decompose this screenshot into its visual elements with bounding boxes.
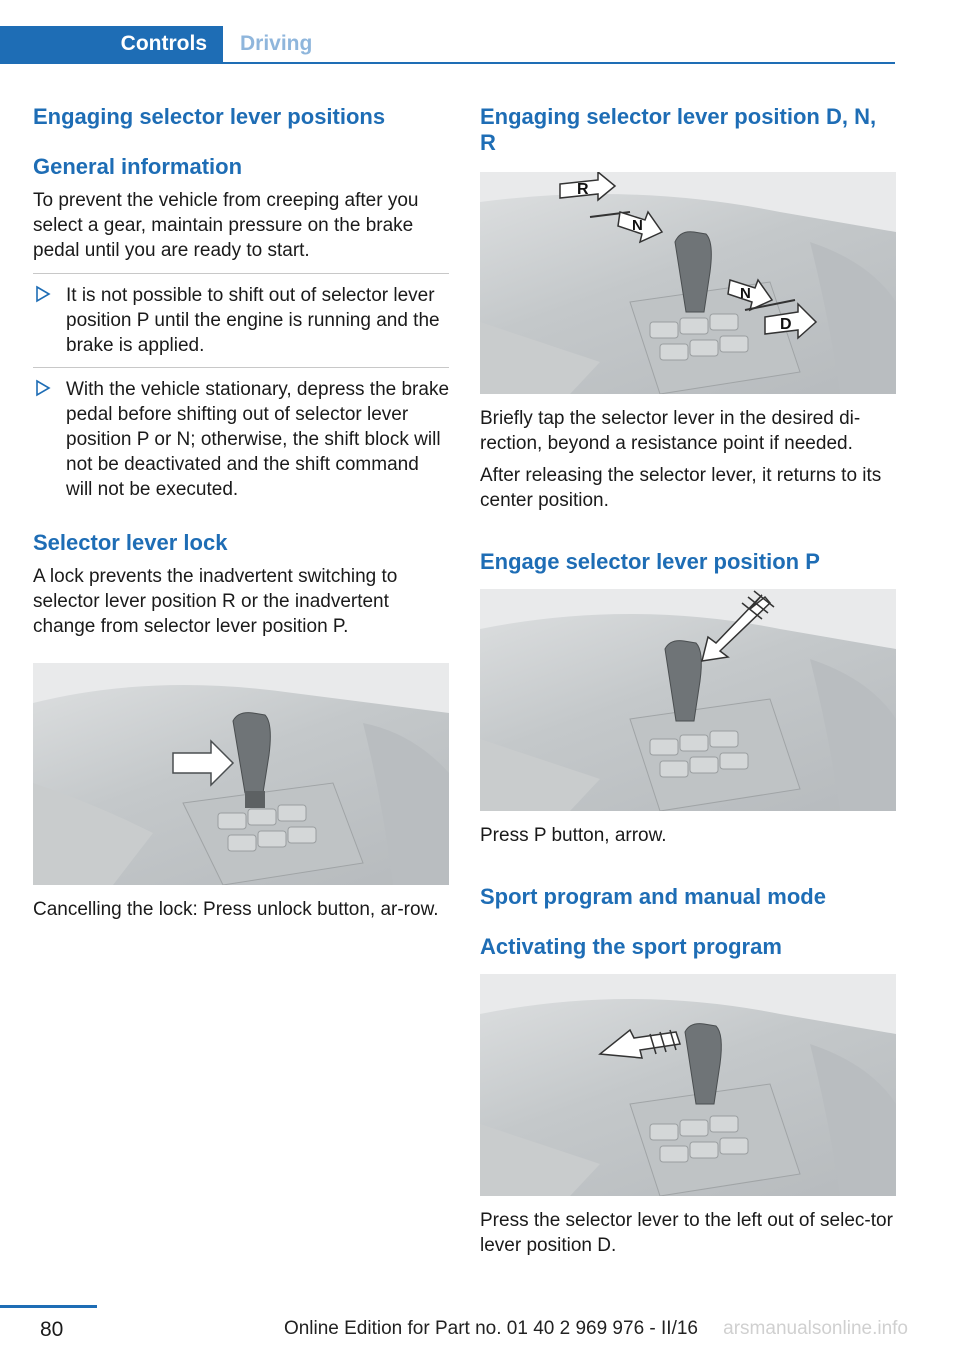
general-information-text: To prevent the vehicle from creeping after you select a gear, maintain pressure on the brake pedal until you are ready to start. — [33, 190, 419, 261]
figure-p-button — [480, 589, 896, 811]
selector-lever-lock-text: A lock prevents the inadvertent switching to selector lever position R or the inadvertent change from selector lever position P. — [33, 566, 398, 637]
label-d: D — [780, 316, 792, 333]
bullet-list — [33, 283, 449, 502]
selector-lever-sport-illustration — [480, 974, 896, 1196]
page-number: 80 — [40, 1318, 64, 1341]
label-r: R — [577, 181, 589, 198]
heading-general-information: General information — [33, 154, 243, 179]
heading-selector-lever-lock: Selector lever lock — [33, 530, 228, 555]
selector-lever-dnr-illustration — [480, 172, 896, 394]
dnr-text-1: Briefly tap the selector lever in the desired di-rection, beyond a resistance point if needed. — [480, 408, 861, 454]
label-n-upper: N — [632, 217, 643, 234]
figure-dnr-positions — [480, 172, 896, 394]
figure-unlock-button — [33, 663, 449, 885]
selector-lever-p-illustration — [480, 589, 896, 811]
tab-driving[interactable]: Driving — [240, 32, 313, 55]
left-column — [33, 100, 449, 922]
section-title-engaging: Engaging selector lever positions — [33, 104, 386, 129]
heading-engage-p: Engage selector lever position P — [480, 549, 820, 574]
heading-activating-sport: Activating the sport program — [480, 934, 782, 959]
unlock-caption: Cancelling the lock: Press unlock button, ar-row. — [33, 899, 439, 920]
p-caption: Press P button, arrow. — [480, 825, 667, 846]
section-title-sport: Sport program and manual mode — [480, 884, 826, 909]
dnr-text-2: After releasing the selector lever, it returns to its center position. — [480, 465, 882, 511]
selector-lever-illustration — [33, 663, 449, 885]
chapter-tabbar — [0, 26, 895, 64]
divider — [33, 273, 449, 274]
sport-caption: Press the selector lever to the left out of selec-tor lever position D. — [480, 1210, 893, 1256]
edition-text: Online Edition for Part no. 01 40 2 969 976 - II/16 — [283, 1318, 698, 1339]
section-title-dnr: Engaging selector lever position D, N, R — [480, 104, 877, 155]
divider — [33, 367, 449, 368]
label-n-lower: N — [740, 285, 751, 302]
footer-accent-line — [0, 1305, 97, 1308]
list-item — [33, 377, 449, 502]
triangle-bullet-icon — [35, 379, 51, 397]
watermark: arsmanualsonline.info — [723, 1318, 908, 1339]
triangle-bullet-icon — [35, 285, 51, 303]
tab-controls[interactable]: Controls — [0, 26, 223, 62]
bullet-text: With the vehicle stationary, depress the brake pedal before shifting out of selector lever position P or N; otherwise, the shift block will not be deactivated and the shift command will not be executed. — [66, 379, 450, 500]
right-column — [480, 100, 896, 1258]
bullet-text: It is not possible to shift out of selector lever position P until the engine is running and the brake is applied. — [66, 285, 440, 356]
figure-sport-program — [480, 974, 896, 1196]
list-item — [33, 283, 449, 358]
